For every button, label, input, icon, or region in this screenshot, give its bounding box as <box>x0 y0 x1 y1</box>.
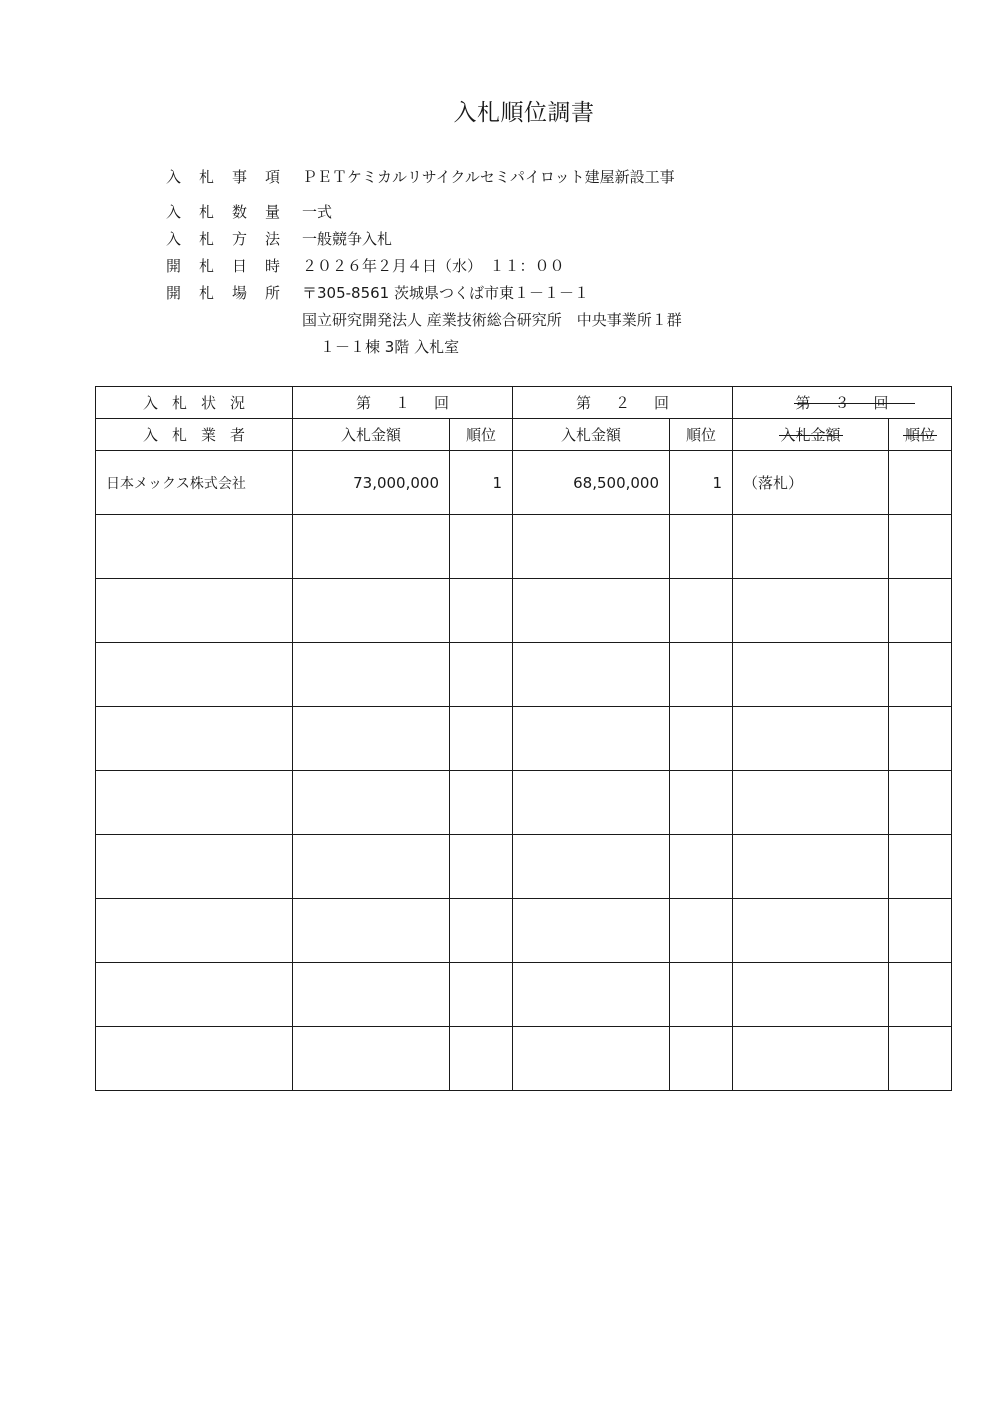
company-cell <box>96 515 293 579</box>
company-cell <box>96 579 293 643</box>
r3-amount-cell: （落札） <box>733 451 889 515</box>
r2-amount-cell <box>513 515 670 579</box>
place-value-line1: 〒305-8561 茨城県つくば市東１－１－１ <box>302 284 589 302</box>
r3-rank-cell <box>889 451 952 515</box>
r2-amount-cell <box>513 579 670 643</box>
table-row <box>96 707 952 771</box>
r2-amount-cell <box>513 707 670 771</box>
place-value-line2: 国立研究開発法人 産業技術総合研究所 中央事業所１群 <box>302 311 682 329</box>
r3-amount-cell <box>733 579 889 643</box>
round3-header-text: 第３回 <box>795 394 913 412</box>
r3-rank-cell <box>889 1027 952 1091</box>
r3-amount-header-text: 入札金額 <box>780 426 841 444</box>
r2-rank-cell <box>670 835 733 899</box>
header-row-rounds <box>96 387 952 419</box>
r3-amount-cell <box>733 963 889 1027</box>
r1-amount-cell <box>293 771 450 835</box>
r1-rank-header: 順位 <box>450 419 513 451</box>
r1-amount-cell <box>293 579 450 643</box>
place-value-line3: １－１棟 3階 入札室 <box>320 338 460 356</box>
table-row <box>96 1027 952 1091</box>
r1-amount-cell: 73,000,000 <box>293 451 450 515</box>
r1-amount-cell <box>293 963 450 1027</box>
r2-rank-cell <box>670 899 733 963</box>
r1-rank-cell: 1 <box>450 451 513 515</box>
r1-rank-cell <box>450 899 513 963</box>
r2-amount-cell <box>513 771 670 835</box>
r1-rank-cell <box>450 835 513 899</box>
table-row <box>96 771 952 835</box>
table-row <box>96 643 952 707</box>
r2-rank-cell <box>670 963 733 1027</box>
r3-rank-cell <box>889 643 952 707</box>
r1-rank-cell <box>450 515 513 579</box>
r2-amount-cell <box>513 1027 670 1091</box>
quantity-label: 入 札 数 量 <box>166 203 281 221</box>
r2-amount-cell <box>513 643 670 707</box>
r2-rank-cell: 1 <box>670 451 733 515</box>
r2-amount-cell <box>513 899 670 963</box>
r2-amount-cell <box>513 963 670 1027</box>
r1-amount-cell <box>293 707 450 771</box>
r1-amount-cell <box>293 1027 450 1091</box>
bid-ranking-table <box>95 386 952 1091</box>
document-title: 入札順位調書 <box>453 100 595 126</box>
r3-amount-cell <box>733 515 889 579</box>
datetime-label: 開 札 日 時 <box>166 257 281 275</box>
r3-rank-cell <box>889 771 952 835</box>
table-row <box>96 963 952 1027</box>
r3-rank-cell <box>889 835 952 899</box>
bidder-header: 入札業者 <box>96 419 293 451</box>
table-row <box>96 579 952 643</box>
company-cell <box>96 707 293 771</box>
r3-rank-cell <box>889 579 952 643</box>
round1-header: 第１回 <box>293 387 513 419</box>
item-label: 入 札 事 項 <box>166 168 281 186</box>
table-row <box>96 835 952 899</box>
r3-rank-cell <box>889 707 952 771</box>
method-label: 入 札 方 法 <box>166 230 281 248</box>
method-value: 一般競争入札 <box>302 230 393 248</box>
r2-rank-cell <box>670 579 733 643</box>
r1-amount-cell <box>293 515 450 579</box>
r1-amount-cell <box>293 835 450 899</box>
company-cell <box>96 1027 293 1091</box>
r2-rank-cell <box>670 707 733 771</box>
r1-rank-cell <box>450 771 513 835</box>
place-label: 開 札 場 所 <box>166 284 281 302</box>
r2-amount-cell <box>513 835 670 899</box>
r3-rank-cell <box>889 899 952 963</box>
r2-rank-header: 順位 <box>670 419 733 451</box>
r3-rank-cell <box>889 963 952 1027</box>
company-cell <box>96 835 293 899</box>
r3-rank-cell <box>889 515 952 579</box>
r3-rank-header <box>889 419 952 451</box>
r3-amount-cell <box>733 707 889 771</box>
r1-amount-cell <box>293 899 450 963</box>
r3-amount-cell <box>733 643 889 707</box>
table-row <box>96 515 952 579</box>
datetime-value: ２０２６年２月４日（水） １１：００ <box>302 257 565 275</box>
item-value: ＰＥＴケミカルリサイクルセミパイロット建屋新設工事 <box>302 168 675 186</box>
quantity-value: 一式 <box>302 203 333 221</box>
table-row <box>96 899 952 963</box>
r1-rank-cell <box>450 643 513 707</box>
r2-amount-cell: 68,500,000 <box>513 451 670 515</box>
r3-amount-cell <box>733 1027 889 1091</box>
company-cell <box>96 643 293 707</box>
round2-header: 第２回 <box>513 387 733 419</box>
r2-amount-header: 入札金額 <box>513 419 670 451</box>
header-row-columns <box>96 419 952 451</box>
table-row <box>96 451 952 515</box>
r3-amount-cell <box>733 771 889 835</box>
r1-rank-cell <box>450 1027 513 1091</box>
r1-amount-cell <box>293 643 450 707</box>
company-cell <box>96 771 293 835</box>
r3-rank-header-text: 順位 <box>905 426 936 444</box>
r1-rank-cell <box>450 963 513 1027</box>
r2-rank-cell <box>670 643 733 707</box>
round3-header <box>733 387 952 419</box>
r3-amount-cell <box>733 899 889 963</box>
company-cell <box>96 963 293 1027</box>
company-cell: 日本メックス株式会社 <box>96 451 293 515</box>
r1-rank-cell <box>450 579 513 643</box>
r1-rank-cell <box>450 707 513 771</box>
r3-amount-cell <box>733 835 889 899</box>
r2-rank-cell <box>670 771 733 835</box>
r1-amount-header: 入札金額 <box>293 419 450 451</box>
status-header: 入札状況 <box>96 387 293 419</box>
r3-amount-header <box>733 419 889 451</box>
r2-rank-cell <box>670 1027 733 1091</box>
r2-rank-cell <box>670 515 733 579</box>
company-cell <box>96 899 293 963</box>
